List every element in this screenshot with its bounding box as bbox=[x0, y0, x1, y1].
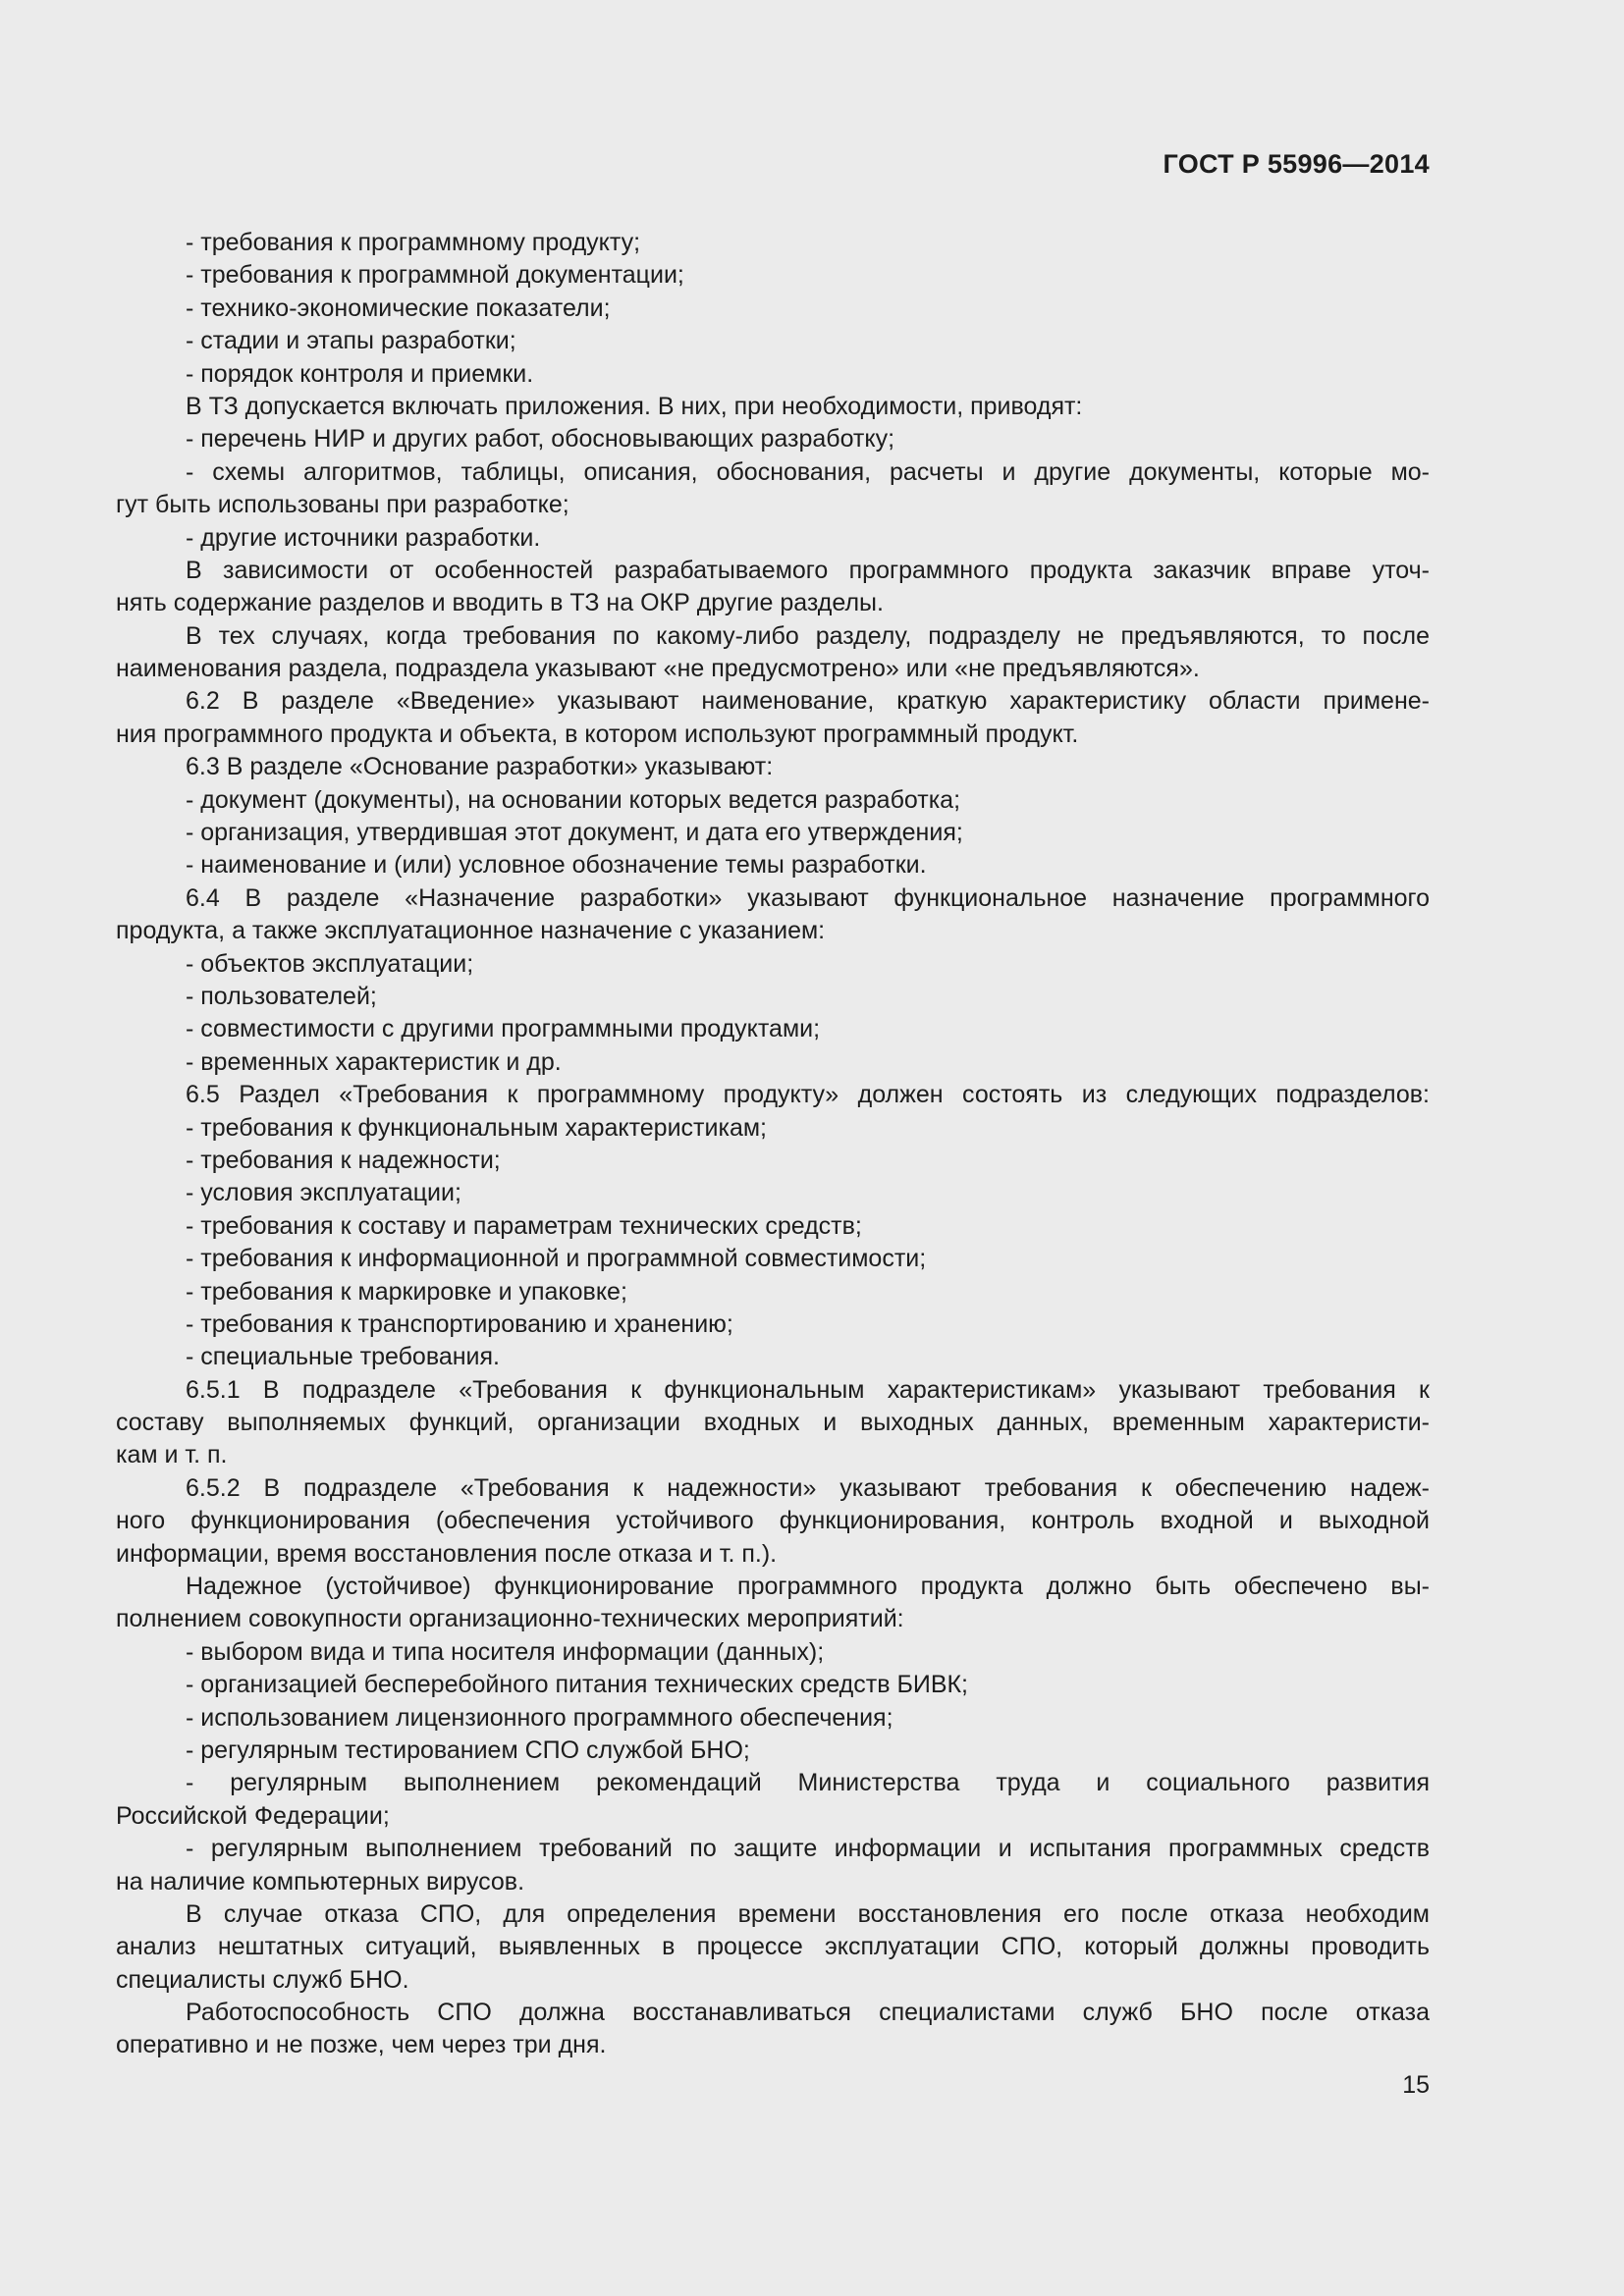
text-line: В тех случаях, когда требования по какому-либо разделу, подразделу не предъявляются, то после bbox=[186, 621, 1430, 650]
text-line: ния программного продукта и объекта, в котором используют программный продукт. bbox=[116, 720, 1079, 748]
text-line: - регулярным выполнением рекомендаций Министерства труда и социального развития bbox=[186, 1769, 1430, 1797]
text-line: 6.2 В разделе «Введение» указывают наименование, краткую характеристику области примене- bbox=[186, 687, 1430, 716]
text-line: оперативно и не позже, чем через три дня. bbox=[116, 2031, 607, 2059]
text-line: составу выполняемых функций, организации входных и выходных данных, временным характеристи- bbox=[116, 1409, 1430, 1437]
text-line: ного функционирования (обеспечения устойчивого функционирования, контроль входной и выходной bbox=[116, 1507, 1430, 1535]
text-line: на наличие компьютерных вирусов. bbox=[116, 1867, 525, 1896]
text-line: - документ (документы), на основании которых ведется разработка; bbox=[186, 785, 961, 814]
text-line: информации, время восстановления после отказа и т. п.). bbox=[116, 1539, 778, 1568]
text-line: - специальные требования. bbox=[186, 1343, 500, 1371]
text-line: полнением совокупности организационно-технических мероприятий: bbox=[116, 1605, 904, 1633]
text-line: - организация, утвердившая этот документ, и дата его утверждения; bbox=[186, 819, 963, 847]
text-line: - требования к надежности; bbox=[186, 1146, 501, 1174]
text-line: - наименование и (или) условное обозначение темы разработки. bbox=[186, 851, 927, 880]
text-line: кам и т. п. bbox=[116, 1441, 228, 1469]
text-line: Работоспособность СПО должна восстанавливаться специалистами служб БНО после отказа bbox=[186, 1999, 1430, 2027]
standard-header: ГОСТ Р 55996—2014 bbox=[1163, 149, 1430, 179]
text-line: - выбором вида и типа носителя информации (данных); bbox=[186, 1637, 825, 1666]
text-line: - совместимости с другими программными продуктами; bbox=[186, 1015, 821, 1043]
page-number: 15 bbox=[1402, 2071, 1430, 2099]
text-line: нять содержание разделов и вводить в ТЗ на ОКР другие разделы. bbox=[116, 589, 884, 617]
text-line: - требования к функциональным характеристикам; bbox=[186, 1113, 767, 1142]
text-line: 6.5 Раздел «Требования к программному продукту» должен состоять из следующих подразделов: bbox=[186, 1081, 1430, 1109]
text-line: Российской Федерации; bbox=[116, 1801, 390, 1830]
text-line: - перечень НИР и других работ, обосновывающих разработку; bbox=[186, 425, 895, 454]
text-line: - объектов эксплуатации; bbox=[186, 949, 474, 978]
text-line: - требования к составу и параметрам технических средств; bbox=[186, 1211, 862, 1240]
text-line: анализ нештатных ситуаций, выявленных в процессе эксплуатации СПО, который должны проводить bbox=[116, 1933, 1430, 1961]
text-line: 6.5.1 В подразделе «Требования к функциональным характеристикам» указывают требования к bbox=[186, 1375, 1430, 1404]
text-line: - стадии и этапы разработки; bbox=[186, 327, 516, 355]
text-line: - требования к программной документации; bbox=[186, 261, 684, 290]
text-line: - схемы алгоритмов, таблицы, описания, обоснования, расчеты и другие документы, которые мо- bbox=[186, 457, 1430, 486]
text-line: - пользователей; bbox=[186, 982, 377, 1010]
text-line: - технико-экономические показатели; bbox=[186, 294, 611, 322]
text-line: - использованием лицензионного программного обеспечения; bbox=[186, 1703, 893, 1732]
text-line: наименования раздела, подраздела указывают «не предусмотрено» или «не предъявляются». bbox=[116, 655, 1200, 683]
text-line: В ТЗ допускается включать приложения. В них, при необходимости, приводят: bbox=[186, 392, 1083, 420]
text-line: - требования к информационной и программной совместимости; bbox=[186, 1245, 927, 1273]
text-line: 6.4 В разделе «Назначение разработки» указывают функциональное назначение программного bbox=[186, 883, 1430, 912]
text-line: 6.3 В разделе «Основание разработки» указывают: bbox=[186, 753, 774, 781]
text-line: - требования к маркировке и упаковке; bbox=[186, 1277, 627, 1306]
text-line: 6.5.2 В подразделе «Требования к надежности» указывают требования к обеспечению надеж- bbox=[186, 1473, 1430, 1502]
text-line: - организацией бесперебойного питания технических средств БИВК; bbox=[186, 1671, 968, 1699]
text-line: специалисты служб БНО. bbox=[116, 1965, 409, 1994]
text-line: В случае отказа СПО, для определения времени восстановления его после отказа необходим bbox=[186, 1899, 1430, 1928]
document-body bbox=[116, 227, 1430, 2062]
text-line: - регулярным тестированием СПО службой БНО; bbox=[186, 1735, 750, 1764]
text-line: - другие источники разработки. bbox=[186, 523, 541, 552]
text-line: - порядок контроля и приемки. bbox=[186, 359, 534, 388]
text-line: - условия эксплуатации; bbox=[186, 1179, 461, 1207]
text-line: - требования к программному продукту; bbox=[186, 229, 641, 256]
text-line: продукта, а также эксплуатационное назначение с указанием: bbox=[116, 917, 826, 945]
text-line: - временных характеристик и др. bbox=[186, 1047, 562, 1076]
text-line: - требования к транспортированию и хранению; bbox=[186, 1309, 733, 1338]
text-line: - регулярным выполнением требований по защите информации и испытания программных средств bbox=[186, 1835, 1430, 1863]
text-line: Надежное (устойчивое) функционирование программного продукта должно быть обеспечено вы- bbox=[186, 1573, 1430, 1601]
text-line: В зависимости от особенностей разрабатываемого программного продукта заказчик вправе уточ- bbox=[186, 556, 1430, 584]
text-line: гут быть использованы при разработке; bbox=[116, 491, 569, 519]
